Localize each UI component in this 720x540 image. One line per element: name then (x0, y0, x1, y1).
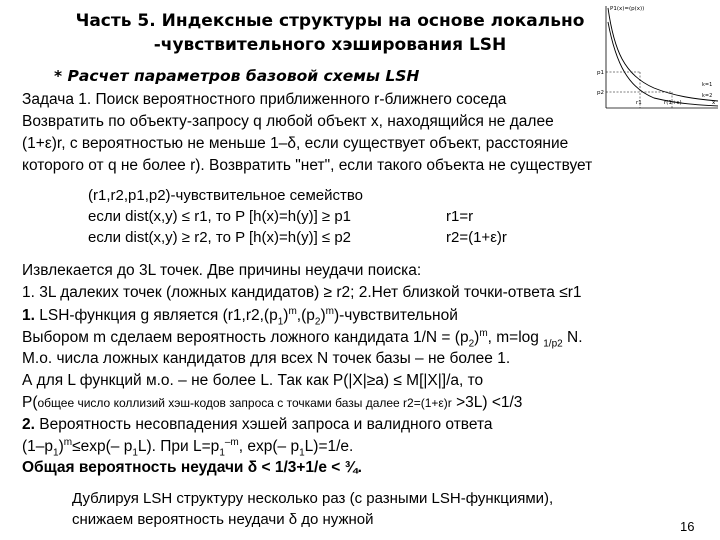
family-r1: r1=r (446, 208, 474, 225)
graph-x-label: x (712, 100, 716, 106)
graph-r2-label: r(1+ε) (664, 100, 682, 106)
graph-p2-label: p2 (597, 90, 604, 96)
analysis-line-3: 1. LSH-функция g является $(r1,r2,(p_1)^m,(p_2)^m)$-чувствительной (22, 306, 458, 328)
task-line-2: Возвратить по объекту-запросу q любой объект x, находящийся не далее (22, 113, 554, 130)
family-line-2: если dist(x,y) ≤ r1, то P [h(x)=h(y)] ≥ p1 (88, 208, 352, 225)
graph-k2-label: k=2 (702, 93, 713, 99)
section-subtitle: * Расчет параметров базовой схемы LSH (54, 67, 420, 85)
probability-graph (594, 0, 720, 112)
item-number-1: 1. (22, 307, 35, 325)
graph-r1-label: r1 (636, 100, 642, 106)
item-number-2: 2. (22, 416, 35, 433)
analysis-line-8: 2. Вероятность несовпадения хэшей запроса и валидного ответа (22, 416, 493, 433)
family-line-3: если dist(x,y) ≥ r2, то P [h(x)=h(y)] ≤ p2 (88, 229, 352, 246)
family-r2: r2=(1+ε)r (446, 229, 507, 246)
graph-ylabel: P1(x)=(p(x)) (610, 6, 645, 12)
analysis-line-9: $(1-p_1)^m\le\exp(-$ $p_1L$). При $L=p_1^{-m}$, exp(– $p_1L)=1/e$. (22, 437, 354, 459)
page-title-line2: -чувствительного хэширования LSH (153, 35, 507, 55)
analysis-line-4: Выбором m сделаем вероятность ложного кандидата $1/N = (p_2)^m$, m=log $_{1/p2}$ N. (22, 328, 583, 350)
graph-k1-label: k=1 (702, 82, 713, 88)
task-line-3: (1+ε)r, с вероятностью не меньше 1–δ, если существует объект, расстояние (22, 135, 569, 152)
analysis-line-2: 1. 3L далеких точек (ложных кандидатов) ≥ r2; 2.Нет близкой точки-ответа ≤r1 (22, 284, 582, 301)
page-number: 16 (680, 519, 695, 534)
page-title-line1: Часть 5. Индексные структуры на основе локально (75, 11, 585, 31)
family-line-1: (r1,r2,p1,p2)-чувствительное семейство (88, 187, 364, 204)
conclusion-line-1: Дублируя LSH структуру несколько раз (с разными LSH-функциями), (72, 490, 554, 507)
analysis-line-5: М.о. числа ложных кандидатов для всех N точек базы – не более 1. (22, 350, 511, 367)
analysis-line-6: А для L функций м.о. – не более L. Так как P(|X|≥a) ≤ M[|X|]/a, то (22, 372, 484, 389)
graph-p1-label: p1 (597, 70, 604, 76)
task-line-1: Задача 1. Поиск вероятностного приближенного r-ближнего соседа (22, 91, 507, 108)
task-line-4: которого от q не более r). Возвратить "нет", если такого объекта не существует (22, 157, 593, 174)
conclusion-line-2: снижаем вероятность неудачи δ до нужной (72, 511, 374, 528)
analysis-line-10: Общая вероятность неудачи δ < 1/3+1/e < ¾. (22, 459, 362, 476)
analysis-line-7: P(общее число коллизий хэш-кодов запроса с точками базы далее r2=(1+ε)r >3L) <1/3 (22, 394, 523, 411)
analysis-line-1: Извлекается до 3L точек. Две причины неудачи поиска: (22, 262, 422, 279)
